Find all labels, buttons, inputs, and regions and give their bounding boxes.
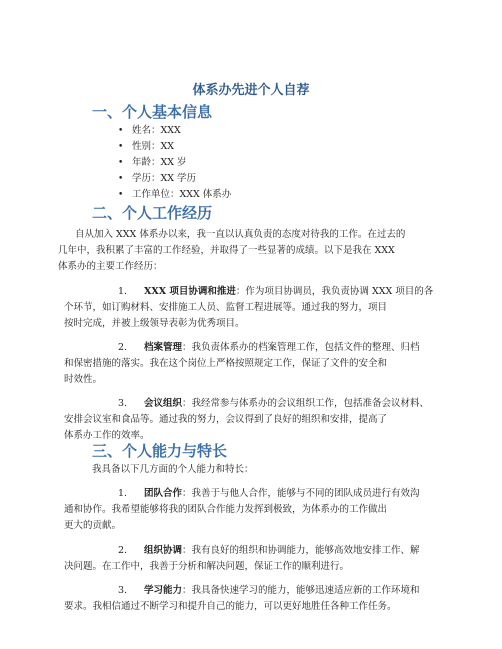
item-term: 档案管理 [144,342,183,353]
paragraph-line: 我具备以下几方面的个人能力和特长： [92,464,254,475]
list-item-text: 学历：XX 学历 [132,173,197,184]
item-number: 2. [118,545,128,556]
item-number: 1. [118,286,128,297]
work-item-3 [64,396,448,444]
list-item-text: 姓名：XXX [132,125,181,136]
item-line: 按时完成，并被上级领导表彰为优秀项目。 [64,318,245,329]
item-line: 时效性。 [64,374,103,385]
item-first-line [92,486,448,502]
ability-item-3 [64,583,448,615]
item-line: 更大的贡献。 [64,520,122,531]
item-text: ：我有良好的组织和协调能力，能够高效地安排工作、解 [182,545,420,556]
item-number: 1. [118,488,128,499]
item-term: 会议组织 [144,398,183,409]
item-line: 要求。我相信通过不断学习和提升自己的能力，可以更好地胜任各种工作任务。 [64,601,397,612]
ability-item-1 [64,486,448,534]
section-heading-abilities: 三、个人能力与特长 [92,442,228,460]
list-item [118,123,231,139]
item-text: ：作为项目协调员，我负责协调 XXX 项目的各 [235,286,434,297]
item-text: ：我善于与他人合作，能够与不同的团队成员进行有效沟 [182,488,420,499]
item-number: 3. [118,585,128,596]
item-line: 个环节，如订购材料、安排施工人员、监督工程进展等。通过我的努力，项目 [64,302,388,313]
list-item [118,171,231,187]
bullet-icon: • [118,190,124,200]
page-title: 体系办先进个人自荐 [192,83,310,98]
work-experience-intro [58,227,448,275]
item-first-line [92,396,448,412]
work-item-1 [64,284,448,332]
section-heading-work-experience: 二、个人工作经历 [92,204,213,222]
item-line: 决问题。在工作中，我善于分析和解决问题，保证工作的顺利进行。 [64,561,350,572]
bullet-icon: • [118,142,124,152]
paragraph-line: 自从加入 XXX 体系办以来，我一直以认真负责的态度对待我的工作。在过去的 [75,229,406,240]
bullet-icon: • [118,126,124,136]
item-line: 通和协作。我希望能够将我的团队合作能力发挥到极致，为体系办的工作做出 [64,504,388,515]
paragraph-line: 几年中，我积累了丰富的工作经验，并取得了一些显著的成绩。以下是我在 XXX [58,245,395,256]
bullet-icon: • [118,158,124,168]
list-item-text: 工作单位：XXX 体系办 [132,189,232,200]
item-number: 3. [118,398,128,409]
item-text: ：我具备快速学习的能力，能够迅速适应新的工作环境和 [182,585,420,596]
item-number: 2. [118,342,128,353]
abilities-intro [92,462,482,478]
list-item [118,187,231,203]
ability-item-2 [64,543,448,575]
list-item [118,155,231,171]
basic-info-list [118,123,231,203]
item-term: 组织协调 [144,545,183,556]
item-first-line [92,543,448,559]
item-term: 学习能力 [144,585,183,596]
section-heading-basic-info: 一、个人基本信息 [92,103,213,121]
bullet-icon: • [118,174,124,184]
paragraph-line: 体系办的主要工作经历： [58,261,163,272]
item-line: 安排会议室和食品等。通过我的努力，会议得到了良好的组织和安排，提高了 [64,414,388,425]
list-item-text: 年龄：XX 岁 [132,157,187,168]
item-text: ：我负责体系办的档案管理工作，包括文件的整理、归档 [182,342,420,353]
item-text: ：我经常参与体系办的会议组织工作，包括准备会议材料、 [182,398,430,409]
work-item-2 [64,340,448,388]
item-first-line [92,340,448,356]
item-line: 体系办工作的效率。 [64,430,150,441]
item-term: 团队合作 [144,488,183,499]
item-line: 和保密措施的落实。我在这个岗位上严格按照规定工作，保证了文件的安全和 [64,358,388,369]
item-first-line [92,583,448,599]
list-item [118,139,231,155]
list-item-text: 性别：XX [132,141,175,152]
item-term: XXX 项目协调和推进 [144,286,236,297]
item-first-line [92,284,448,300]
